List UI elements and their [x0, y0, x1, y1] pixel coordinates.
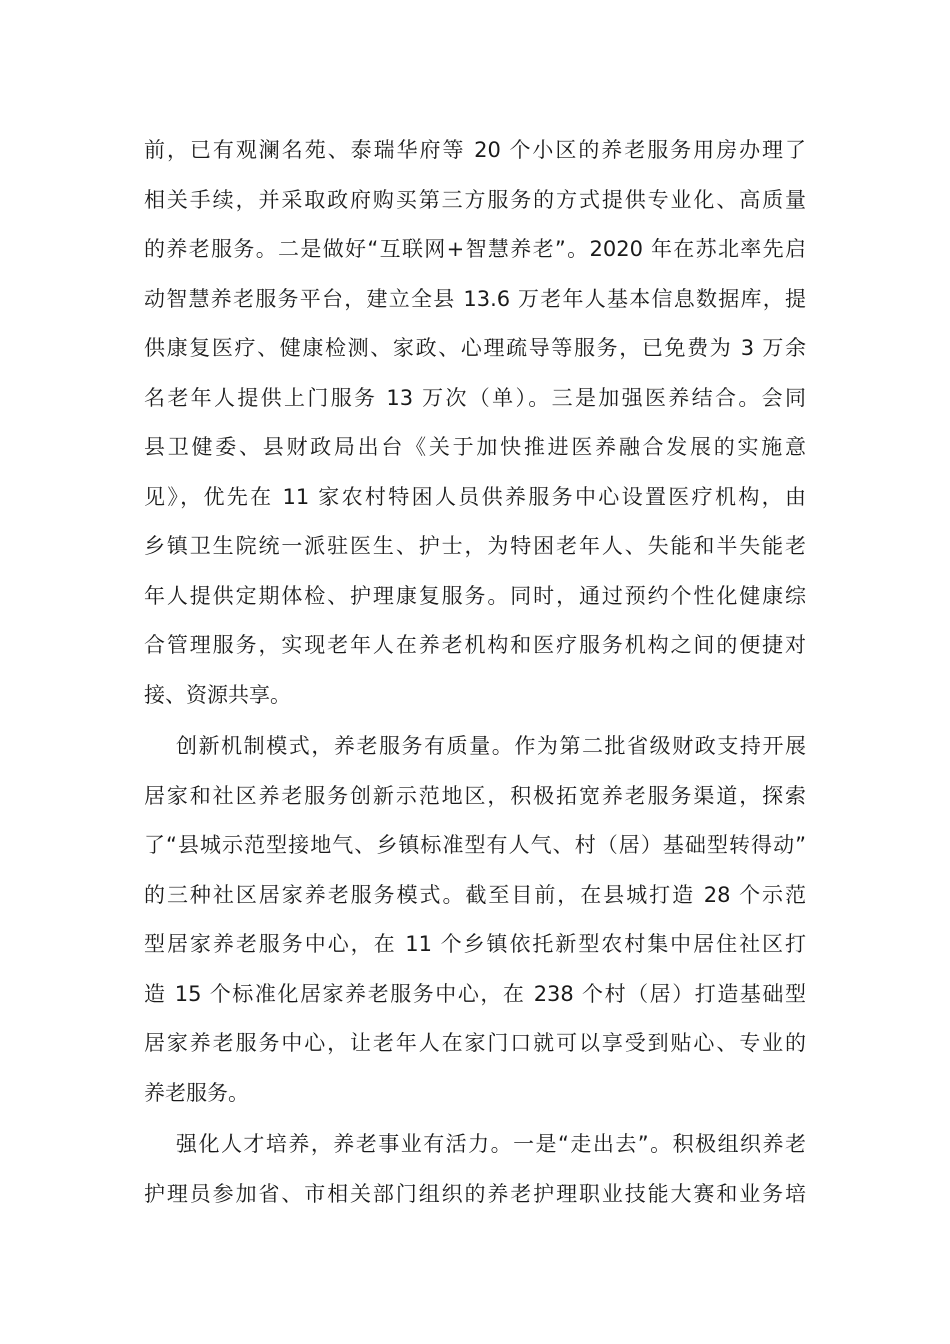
- text-line: 供康复医疗、健康检测、家政、心理疏导等服务，已免费为 3 万余: [144, 336, 806, 360]
- text-line: 的三种社区居家养老服务模式。截至目前，在县城打造 28 个示范: [144, 882, 806, 907]
- paragraph-2: [144, 722, 806, 1118]
- text-line: 动智慧养老服务平台，建立全县 13.6 万老年人基本信息数据库，提: [144, 286, 806, 311]
- text-line: 合管理服务，实现老年人在养老机构和医疗服务机构之间的便捷对: [144, 633, 806, 657]
- text-line: 了“县城示范型接地气、乡镇标准型有人气、村（居）基础型转得动”: [144, 833, 806, 857]
- text-line: 接、资源共享。: [144, 682, 291, 707]
- text-line: 前，已有观澜名苑、泰瑞华府等 20 个小区的养老服务用房办理了: [144, 138, 806, 162]
- text-line: 乡镇卫生院统一派驻医生、护士，为特困老年人、失能和半失能老: [144, 534, 806, 558]
- text-line: 养老服务。: [144, 1080, 249, 1105]
- text-line: 县卫健委、县财政局出台《关于加快推进医养融合发展的实施意: [144, 435, 806, 459]
- text-line: 的养老服务。二是做好“互联网+智慧养老”。2020 年在苏北率先启: [144, 237, 806, 261]
- paragraph-1: [144, 126, 806, 720]
- paragraph-3: [144, 1120, 806, 1219]
- text-line: 见》，优先在 11 家农村特困人员供养服务中心设置医疗机构，由: [144, 484, 806, 509]
- text-line: 名老年人提供上门服务 13 万次（单）。三是加强医养结合。会同: [144, 385, 806, 410]
- text-line: 创新机制模式，养老服务有质量。作为第二批省级财政支持开展: [176, 734, 806, 758]
- text-line: 造 15 个标准化居家养老服务中心，在 238 个村（居）打造基础型: [144, 981, 806, 1006]
- text-line: 型居家养老服务中心，在 11 个乡镇依托新型农村集中居住社区打: [144, 932, 806, 956]
- text-line: 护理员参加省、市相关部门组织的养老护理职业技能大赛和业务培: [144, 1181, 806, 1206]
- text-line: 强化人才培养，养老事业有活力。一是“走出去”。积极组织养老: [176, 1132, 806, 1156]
- text-line: 相关手续，并采取政府购买第三方服务的方式提供专业化、高质量: [144, 187, 806, 212]
- text-line: 年人提供定期体检、护理康复服务。同时，通过预约个性化健康综: [144, 583, 806, 608]
- text-line: 居家和社区养老服务创新示范地区，积极拓宽养老服务渠道，探索: [144, 783, 806, 808]
- text-line: 居家养老服务中心，让老年人在家门口就可以享受到贴心、专业的: [144, 1031, 806, 1055]
